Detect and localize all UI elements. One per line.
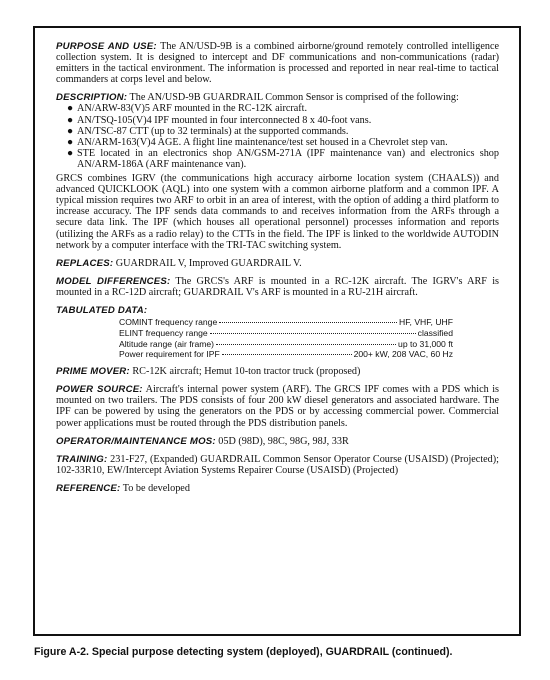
bullet-icon: ● xyxy=(67,136,74,148)
purpose-heading: PURPOSE AND USE: xyxy=(56,41,157,52)
row-value: up to 31,000 ft xyxy=(398,338,453,349)
dot-leader xyxy=(210,333,416,334)
bullet-icon: ● xyxy=(67,103,74,115)
reference-text: To be developed xyxy=(122,482,190,494)
row-label: COMINT frequency range xyxy=(119,316,218,327)
reference-section xyxy=(56,483,499,494)
power-source-text: Aircraft's internal power system (ARF). The GRCS IPF comes with a PDS which is mounted on two trailers. The PDS consists of four 200 kW diesel generators and associated hardware. The IPF can be powered by using the generators on the PDS or by accessing commercial power. Commercial power applications must be routed through the PDS distribution panels. xyxy=(56,384,499,429)
dot-leader xyxy=(222,354,352,355)
reference-heading: REFERENCE: xyxy=(56,482,121,494)
row-label: Altitude range (air frame) xyxy=(119,338,215,349)
description-heading: DESCRIPTION: xyxy=(56,92,128,104)
list-item: ● AN/TSC-87 CTT (up to 32 terminals) at the supported commands. xyxy=(67,125,349,137)
training-text: 231-F27, (Expanded) GUARDRAIL Common Sensor Operator Course (USAISD) (Projected); 102-33R10, EW/Intercept Aviation Systems Repairer Course (USAISD) (Projected) xyxy=(56,453,499,476)
model-differences-text: The GRCS's ARF is mounted in a RC-12K aircraft. The IGRV's ARF is mounted in a RC-12D aircraft; GUARDRAIL V's ARF is mounted in a RU-21H aircraft. xyxy=(56,275,499,298)
model-differences-heading: MODEL DIFFERENCES: xyxy=(56,275,171,287)
description-body: GRCS combines IGRV (the communications high accuracy airborne location system (CHAALS)) and advanced QUICKLOOK (AQL) into one system with a common airborne platform and a common IPF. A typical mission requires two ARF to orbit in an area of interest, with the option of adding a third platform to increase accuracy. The IPF sends data commands to and receives information from the ARFs through a secure data link. The IPF (which houses all operational personnel) processes information and reports (utilizing the ARFs as a radio relay) to the CTTs in the field. The IPF is linked to the worldwide AUTODIN network by a computer interface with the TRI-TAC switching system. xyxy=(56,173,499,251)
replaces-section xyxy=(56,258,499,269)
mos-section xyxy=(56,436,499,447)
row-label: Power requirement for IPF xyxy=(119,349,220,360)
tabulated-data-heading: TABULATED DATA: xyxy=(56,304,148,316)
document-frame xyxy=(33,26,521,636)
mos-heading: OPERATOR/MAINTENANCE MOS: xyxy=(56,435,216,447)
purpose-section xyxy=(56,41,499,85)
purpose-text: The AN/USD-9B is a combined airborne/ground remotely controlled intelligence collection system. It is designed to intercept and DF communications and non-communications (radar) emitters in the tactical environment. The information is processed and reported in near real-time to tactical commanders at corps level and below. xyxy=(56,41,499,86)
model-differences-section xyxy=(56,276,499,298)
list-item: ● AN/TSQ-105(V)4 IPF mounted in four interconnected 8 x 40-foot vans. xyxy=(67,114,372,126)
row-label: ELINT frequency range xyxy=(119,327,208,338)
mos-text: 05D (98D), 98C, 98G, 98J, 33R xyxy=(218,435,349,447)
dot-leader xyxy=(216,344,396,345)
training-section xyxy=(56,454,499,476)
bullet-icon: ● xyxy=(67,125,74,137)
replaces-text: GUARDRAIL V, Improved GUARDRAIL V. xyxy=(115,257,302,269)
table-row xyxy=(119,317,453,328)
description-bullet-list xyxy=(56,103,499,170)
list-item: ● STE located in an electronics shop AN/GSM-271A (IPF maintenance van) and electronics shop AN/ARM-186A (ARF maintenance van). xyxy=(67,147,499,170)
list-item: ● AN/ARW-83(V)5 ARF mounted in the RC-12K aircraft. xyxy=(67,103,308,115)
power-source-section xyxy=(56,384,499,428)
prime-mover-text: RC-12K aircraft; Hemut 10-ton tractor truck (proposed) xyxy=(132,366,361,378)
table-row xyxy=(119,328,453,339)
description-intro: The AN/USD-9B GUARDRAIL Common Sensor is comprised of the following: xyxy=(129,92,459,104)
dot-leader xyxy=(219,322,397,323)
table-row xyxy=(119,339,453,350)
tabulated-data-section xyxy=(56,305,499,360)
row-value: classified xyxy=(417,327,453,338)
row-value: HF, VHF, UHF xyxy=(399,316,453,327)
row-value: 200+ kW, 208 VAC, 60 Hz xyxy=(353,349,453,360)
training-heading: TRAINING: xyxy=(56,453,108,465)
prime-mover-section xyxy=(56,366,499,377)
list-item: ● AN/ARM-163(V)4 AGE. A flight line maintenance/test set housed in a Chevrolet step van. xyxy=(67,136,448,148)
replaces-heading: REPLACES: xyxy=(56,257,114,269)
power-source-heading: POWER SOURCE: xyxy=(56,384,143,396)
table-row xyxy=(119,349,453,360)
prime-mover-heading: PRIME MOVER: xyxy=(56,366,130,378)
description-section xyxy=(56,92,499,170)
bullet-icon: ● xyxy=(67,147,74,159)
figure-caption: Figure A-2. Special purpose detecting system (deployed), GUARDRAIL (continued). xyxy=(34,646,453,658)
bullet-icon: ● xyxy=(67,114,74,126)
